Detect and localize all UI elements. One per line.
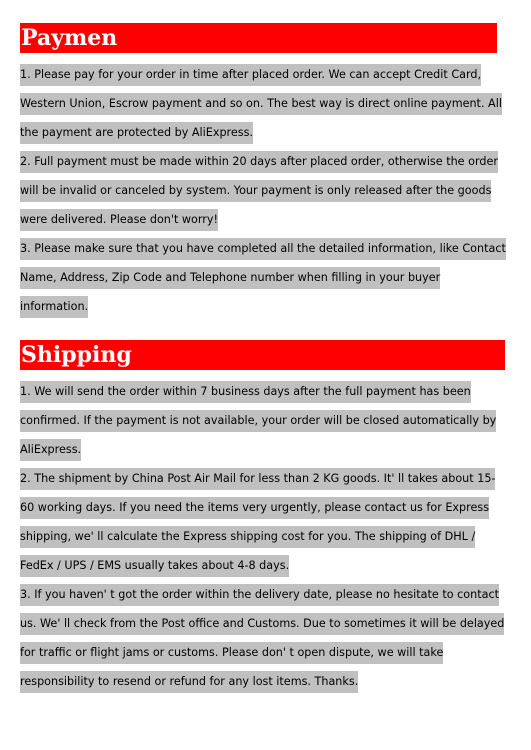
payment-term-3: 3. Please make sure that you have completed all the detailed information, like Contact Name, Address, Zip Code and Telephone number when filling in your buyer information. <box>20 234 507 321</box>
payment-section <box>20 23 507 321</box>
shipping-term-3: 3. If you haven' t got the order within the delivery date, please no hesitate to contact us. We' ll check from the Post office and Customs. Due to sometimes it will be delayed for traffic or flight jams or customs. Please don' t open dispute, we will take responsibility to resend or refund for any lost items. Thanks. <box>20 580 507 696</box>
shipping-section <box>20 340 507 696</box>
payment-heading: Paymen <box>20 23 497 53</box>
shipping-term-2: 2. The shipment by China Post Air Mail for less than 2 KG goods. It' ll takes about 15-60 working days. If you need the items very urgently, please contact us for Express shipping, we' ll calculate the Express shipping cost for you. The shipping of DHL / FedEx / UPS / EMS usually takes about 4-8 days. <box>20 464 507 580</box>
shipping-heading: Shipping <box>20 340 505 370</box>
shipping-term-1: 1. We will send the order within 7 business days after the full payment has been confirmed. If the payment is not available, your order will be closed automatically by AliExpress. <box>20 377 507 464</box>
shipping-terms <box>20 377 507 696</box>
payment-term-2: 2. Full payment must be made within 20 days after placed order, otherwise the order will be invalid or canceled by system. Your payment is only released after the goods were delivered. Please don't worry! <box>20 147 507 234</box>
payment-terms <box>20 60 507 321</box>
payment-term-1: 1. Please pay for your order in time after placed order. We can accept Credit Card, Western Union, Escrow payment and so on. The best way is direct online payment. All the payment are protected by AliExpress. <box>20 60 507 147</box>
